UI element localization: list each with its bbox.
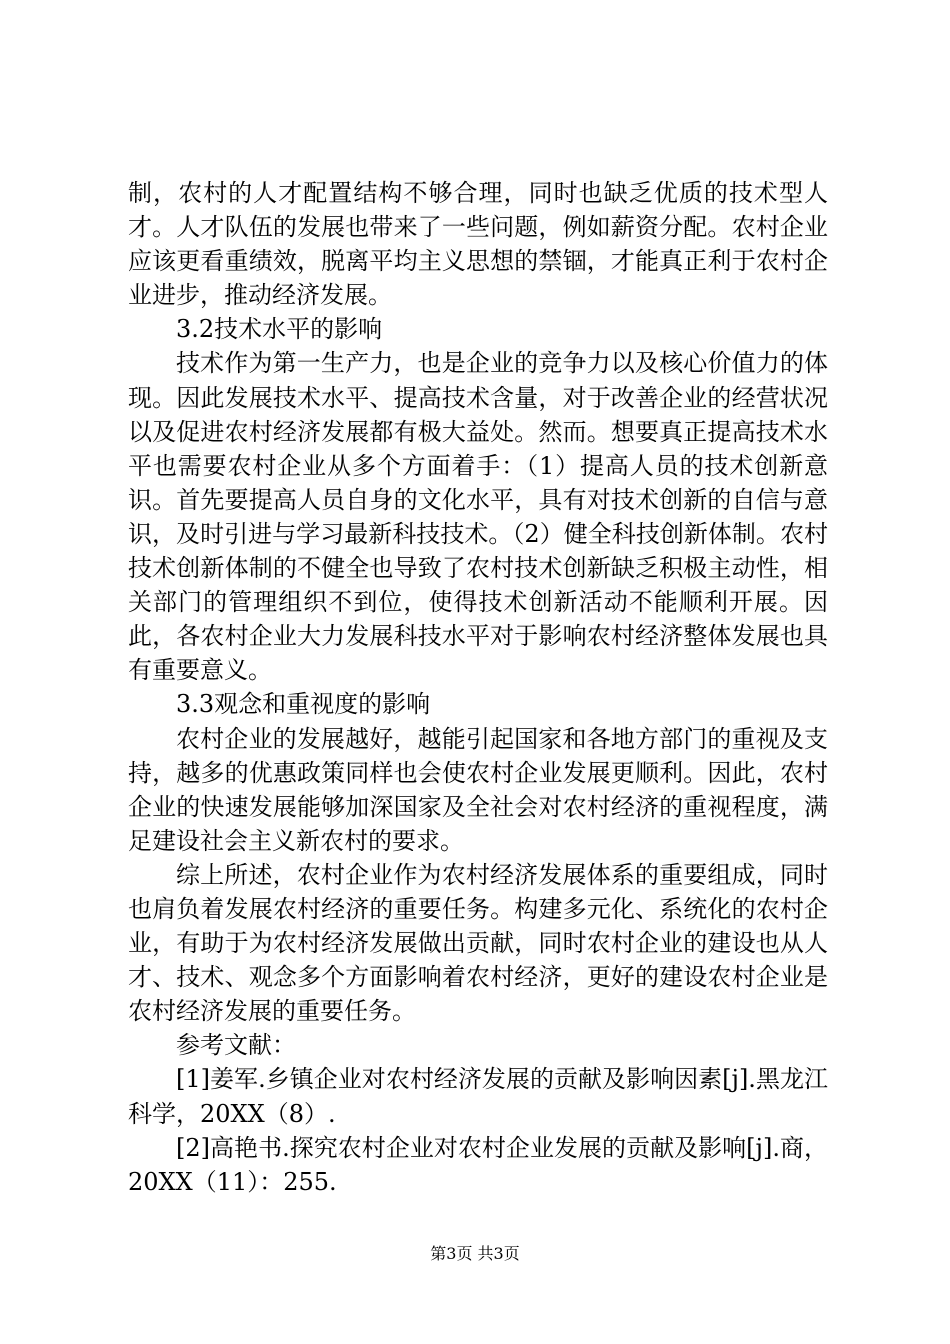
reference-2: [2]高艳书.探究农村企业对农村企业发展的贡献及影响[j].商，20XX（11）：255.: [128, 1133, 828, 1196]
paragraph-attention: 农村企业的发展越好，越能引起国家和各地方部门的重视及支持，越多的优惠政策同样也会使农村企业发展更顺利。因此，农村企业的快速发展能够加深国家及全社会对农村经济的重视程度，满足建设社会主义新农村的要求。: [128, 724, 828, 855]
section-heading-3-3: 3.3观念和重视度的影响: [176, 690, 431, 719]
page-footer: [0, 1244, 950, 1264]
paragraph-conclusion: 综上所述，农村企业作为农村经济发展体系的重要组成，同时也肩负着发展农村经济的重要任务。构建多元化、系统化的农村企业，有助于为农村经济发展做出贡献，同时农村企业的建设也从人才、技术、观念多个方面影响着农村经济，更好的建设农村企业是农村经济发展的重要任务。: [128, 860, 828, 1026]
paragraph-continuation: 制，农村的人才配置结构不够合理，同时也缺乏优质的技术型人才。人才队伍的发展也带来了一些问题，例如薪资分配。农村企业应该更看重绩效，脱离平均主义思想的禁锢，才能真正利于农村企业进步，推动经济发展。: [128, 179, 828, 310]
document-body: [128, 176, 828, 1199]
paragraph-technology: 技术作为第一生产力，也是企业的竞争力以及核心价值力的体现。因此发展技术水平、提高技术含量，对于改善企业的经营状况以及促进农村经济发展都有极大益处。然而。想要真正提高技术水平也需要农村企业从多个方面着手：（1）提高人员的技术创新意识。首先要提高人员自身的文化水平，具有对技术创新的自信与意识，及时引进与学习最新科技技术。（2）健全科技创新体制。农村技术创新体制的不健全也导致了农村技术创新缺乏积极主动性，相关部门的管理组织不到位，使得技术创新活动不能顺利开展。因此，各农村企业大力发展科技水平对于影响农村经济整体发展也具有重要意义。: [128, 349, 828, 685]
references-title: 参考文献：: [176, 1031, 296, 1060]
section-heading-3-2: 3.2技术水平的影响: [176, 315, 383, 344]
reference-1: [1]姜军.乡镇企业对农村经济发展的贡献及影响因素[j].黑龙江科学，20XX（8）.: [128, 1065, 828, 1128]
page-number: 第3页 共3页: [430, 1244, 520, 1263]
